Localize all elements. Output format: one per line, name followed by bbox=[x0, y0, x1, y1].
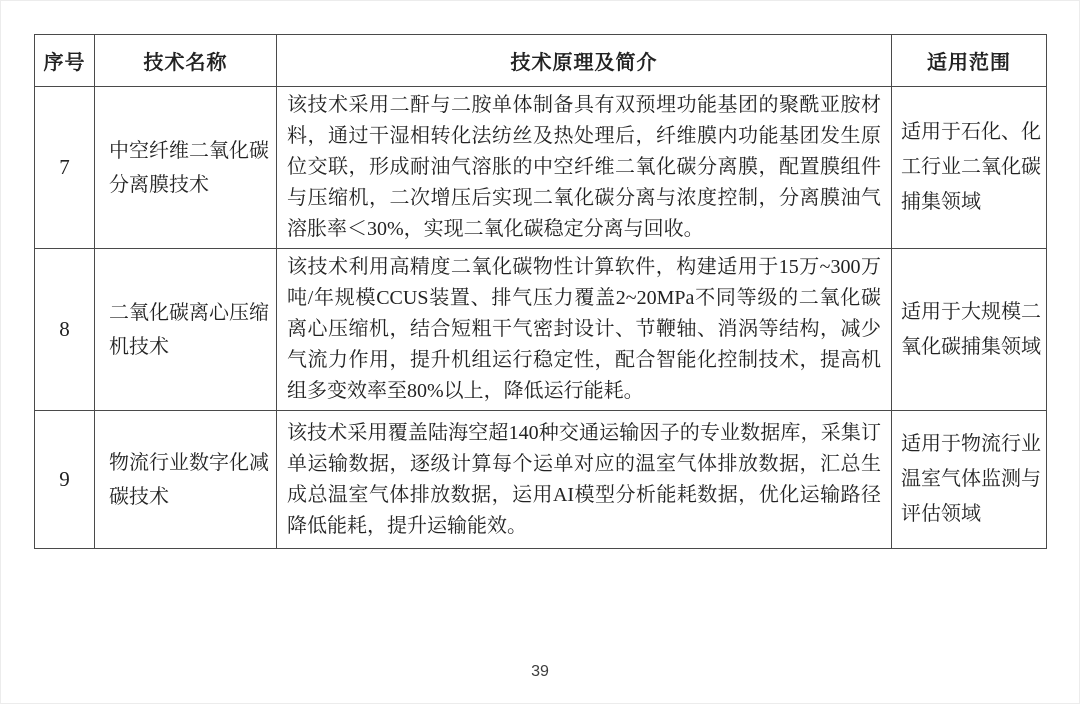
technology-table bbox=[34, 34, 1047, 549]
cell-serial-number: 7 bbox=[35, 87, 95, 249]
cell-scope: 适用于物流行业温室气体监测与评估领域 bbox=[892, 411, 1047, 549]
table-header-row bbox=[35, 35, 1047, 87]
page-number: 39 bbox=[531, 663, 549, 680]
header-scope: 适用范围 bbox=[892, 35, 1047, 87]
cell-tech-name: 中空纤维二氧化碳分离膜技术 bbox=[95, 87, 277, 249]
cell-scope: 适用于石化、化工行业二氧化碳捕集领域 bbox=[892, 87, 1047, 249]
cell-principle: 该技术采用覆盖陆海空超140种交通运输因子的专业数据库，采集订单运输数据，逐级计算每个运单对应的温室气体排放数据，汇总生成总温室气体排放数据，运用AI模型分析能耗数据，优化运输路径降低能耗，提升运输能效。 bbox=[277, 411, 892, 549]
cell-principle: 该技术利用高精度二氧化碳物性计算软件，构建适用于15万~300万吨/年规模CCUS装置、排气压力覆盖2~20MPa不同等级的二氧化碳离心压缩机，结合短粗干气密封设计、节鞭轴、消涡等结构，减少气流力作用，提升机组运行稳定性，配合智能化控制技术，提高机组多变效率至80%以上，降低运行能耗。 bbox=[277, 249, 892, 411]
cell-tech-name: 物流行业数字化减碳技术 bbox=[95, 411, 277, 549]
header-serial-number: 序号 bbox=[35, 35, 95, 87]
cell-scope: 适用于大规模二氧化碳捕集领域 bbox=[892, 249, 1047, 411]
cell-serial-number: 9 bbox=[35, 411, 95, 549]
cell-tech-name: 二氧化碳离心压缩机技术 bbox=[95, 249, 277, 411]
table-row bbox=[35, 87, 1047, 249]
header-tech-name: 技术名称 bbox=[95, 35, 277, 87]
cell-principle: 该技术采用二酐与二胺单体制备具有双预埋功能基团的聚酰亚胺材料，通过干湿相转化法纺丝及热处理后，纤维膜内功能基团发生原位交联，形成耐油气溶胀的中空纤维二氧化碳分离膜，配置膜组件与压缩机，二次增压后实现二氧化碳分离与浓度控制，分离膜油气溶胀率＜30%，实现二氧化碳稳定分离与回收。 bbox=[277, 87, 892, 249]
table-row bbox=[35, 249, 1047, 411]
table-row bbox=[35, 411, 1047, 549]
cell-serial-number: 8 bbox=[35, 249, 95, 411]
header-principle: 技术原理及简介 bbox=[277, 35, 892, 87]
